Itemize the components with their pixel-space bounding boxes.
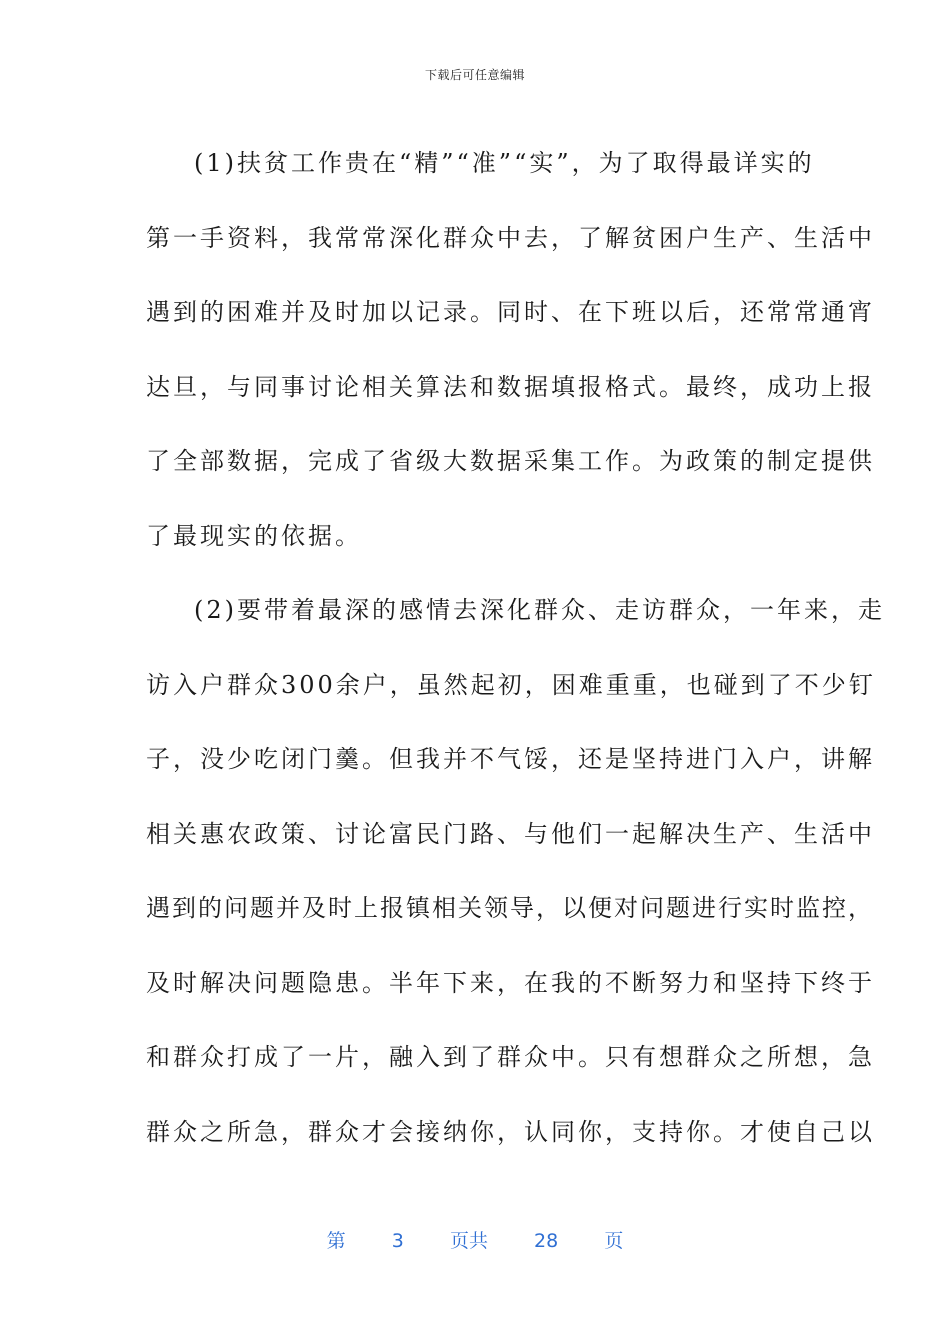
paragraph-line: 群众之所急，群众才会接纳你，认同你，支持你。才使自己以 <box>146 1117 875 1146</box>
paragraph-line: (1)扶贫工作贵在“精”“准”“实”，为了取得最详实的 <box>194 149 815 177</box>
paragraph-line: 遇到的问题并及时上报镇相关领导，以便对问题进行实时监控， <box>146 894 874 922</box>
paragraph-1 <box>146 126 875 573</box>
document-body <box>146 126 885 1169</box>
paragraph-line: 了最现实的依据。 <box>146 521 362 550</box>
current-page-number: 3 <box>391 1230 404 1252</box>
paragraph-line: 子，没少吃闭门羹。但我并不气馁，还是坚持进门入户，讲解 <box>146 745 875 773</box>
paragraph-line: 和群众打成了一片，融入到了群众中。只有想群众之所想，急 <box>146 1043 875 1071</box>
page-footer <box>0 1226 950 1253</box>
paragraph-line: 遇到的困难并及时加以记录。同时、在下班以后，还常常通宵 <box>146 298 875 326</box>
footer-middle: 页共 <box>449 1230 488 1252</box>
paragraph-line: 了全部数据，完成了省级大数据采集工作。为政策的制定提供 <box>146 447 875 475</box>
footer-suffix: 页 <box>604 1230 624 1252</box>
paragraph-line: 达旦，与同事讨论相关算法和数据填报格式。最终，成功上报 <box>146 372 875 401</box>
footer-prefix: 第 <box>326 1230 346 1252</box>
total-pages-number: 28 <box>534 1230 559 1252</box>
paragraph-line: 访入户群众300余户，虽然起初，困难重重，也碰到了不少钉 <box>146 670 876 699</box>
paragraph-line: 第一手资料，我常常深化群众中去，了解贫困户生产、生活中 <box>146 223 875 252</box>
paragraph-2 <box>146 573 885 1169</box>
page-header: 下载后可任意编辑 <box>424 68 525 82</box>
paragraph-line: (2)要带着最深的感情去深化群众、走访群众，一年来，走 <box>194 596 885 624</box>
paragraph-line: 及时解决问题隐患。半年下来，在我的不断努力和坚持下终于 <box>146 968 875 997</box>
paragraph-line: 相关惠农政策、讨论富民门路、与他们一起解决生产、生活中 <box>146 819 875 848</box>
